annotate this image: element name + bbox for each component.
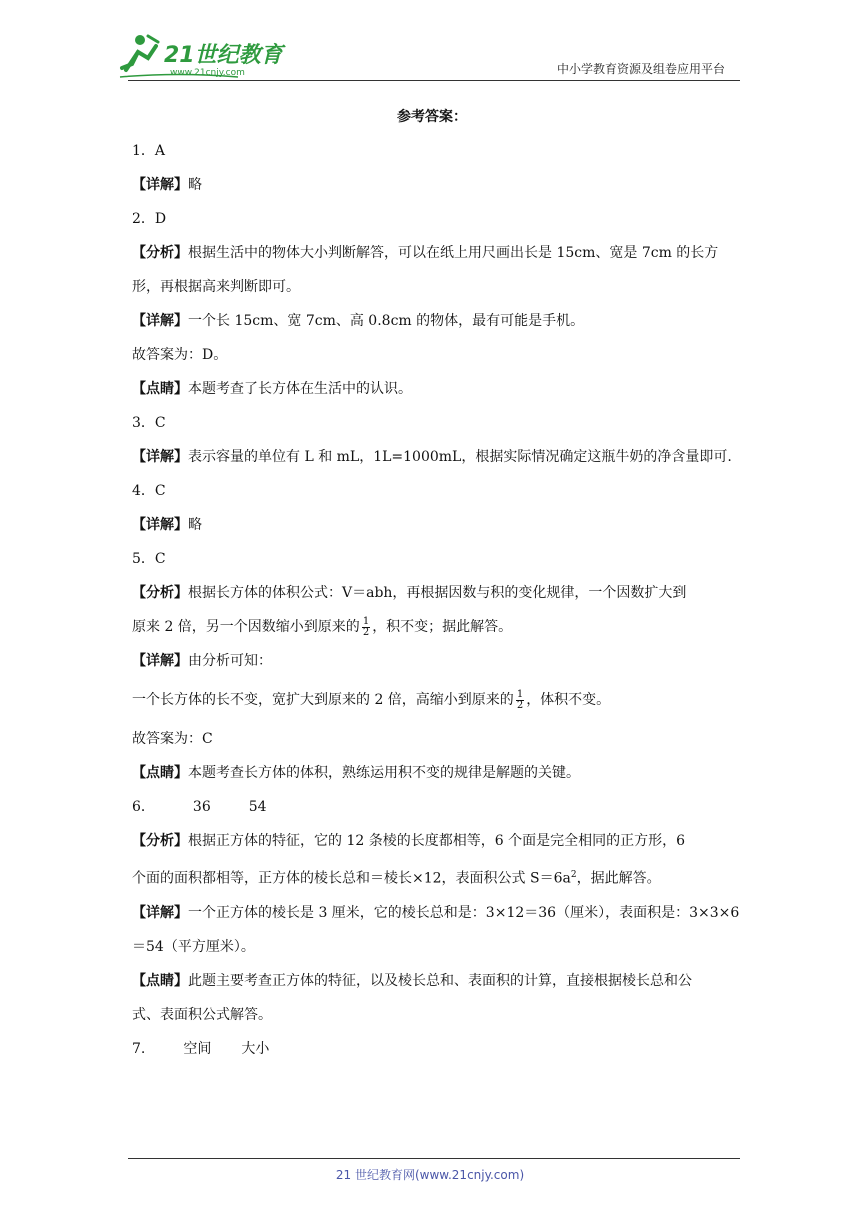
analysis-text: ，据此解答。 [576, 870, 661, 887]
answer-blank: 36 [192, 799, 211, 815]
fraction-numerator: 1 [516, 688, 524, 700]
detail-text: 由分析可知： [188, 653, 272, 669]
comment-6-line2: 式、表面积公式解答。 [132, 1006, 272, 1023]
logo-icon [118, 30, 293, 82]
comment-5 [132, 756, 732, 790]
detail-6-line1 [132, 896, 740, 930]
detail-1 [132, 168, 732, 202]
logo-text: 21世纪教育 [164, 43, 283, 68]
answer-4: 4．C [132, 483, 166, 499]
analysis-text: 根据生活中的物体大小判断解答，可以在纸上用尺画出长是 15cm、宽是 7cm 的长方形，再根据高来判断即可。 [132, 245, 719, 295]
answer-blank: 54 [248, 799, 267, 815]
answer-number: 6． [132, 799, 155, 815]
detail-text: 表示容量的单位有 L 和 mL，1L=1000mL，根据实际情况确定这瓶牛奶的净含量即可. [188, 449, 732, 465]
fraction-half [516, 690, 524, 711]
answer-blank: 空间 [183, 1040, 212, 1057]
header-divider [128, 80, 740, 81]
comment-text: 本题考查了长方体在生活中的认识。 [188, 381, 412, 397]
comment-tag: 【点睛】 [132, 972, 188, 989]
analysis-2 [132, 236, 732, 304]
analysis-6-line1 [132, 824, 732, 858]
comment-tag: 【点睛】 [132, 381, 188, 397]
fraction-half [362, 617, 370, 638]
detail-2 [132, 304, 732, 338]
answer-1: 1．A [132, 143, 166, 159]
detail-tag: 【详解】 [132, 653, 188, 669]
fraction-denominator: 2 [362, 626, 370, 638]
page-footer: 21 世纪教育网(www.21cnjy.com) [335, 1168, 525, 1182]
exponent: 2 [570, 870, 577, 880]
analysis-5-line2 [132, 610, 732, 644]
detail-tag: 【详解】 [132, 449, 188, 465]
logo-url: www.21cnjy.com [170, 68, 245, 78]
detail-text: 一个正方体的棱长是 3 厘米，它的棱长总和是：3×12＝36（厘米），表面积是：3×3×6 [188, 904, 740, 921]
answer-2: 2．D [132, 211, 167, 227]
detail-4 [132, 508, 732, 542]
answer-5: 5．C [132, 551, 166, 567]
analysis-text: ，积不变；据此解答。 [372, 619, 513, 635]
detail-5 [132, 644, 732, 678]
analysis-text: 根据正方体的特征，它的 12 条棱的长度都相等，6 个面是完全相同的正方形，6 [188, 833, 685, 849]
detail-6-line2: ＝54（平方厘米）。 [132, 938, 255, 955]
analysis-text: 原来 2 倍，另一个因数缩小到原来的 [132, 619, 360, 635]
answer-content [132, 100, 740, 1066]
comment-6-line1 [132, 964, 732, 998]
comment-2 [132, 372, 732, 406]
comment-tag: 【点睛】 [132, 765, 188, 781]
fraction-numerator: 1 [362, 615, 370, 627]
analysis-text: 根据长方体的体积公式：V＝abh，再根据因数与积的变化规律，一个因数扩大到 [188, 585, 687, 601]
conclusion-2: 故答案为：D。 [132, 347, 228, 363]
comment-text: 此题主要考查正方体的特征，以及棱长总和、表面积的计算，直接根据棱长总和公 [188, 972, 692, 989]
detail-tag: 【详解】 [132, 177, 188, 193]
analysis-6-line2 [132, 858, 732, 896]
detail-3 [132, 440, 732, 474]
analysis-text: 个面的面积都相等，正方体的棱长总和＝棱长×12，表面积公式 S＝6a [132, 870, 571, 887]
detail-tag: 【详解】 [132, 313, 188, 329]
analysis-5-line1 [132, 576, 732, 610]
detail-tag: 【详解】 [132, 517, 188, 533]
analysis-tag: 【分析】 [132, 833, 188, 849]
page-title: 参考答案： [397, 109, 467, 125]
answer-3: 3．C [132, 415, 166, 431]
detail-text: 一个长 15cm、宽 7cm、高 0.8cm 的物体，最有可能是手机。 [188, 313, 585, 329]
detail-text: ，体积不变。 [526, 692, 611, 708]
conclusion-5: 故答案为：C [132, 731, 213, 747]
answer-number: 7. [132, 1040, 146, 1057]
footer-divider [128, 1158, 740, 1159]
detail-text: 略 [188, 517, 202, 533]
answer-blank: 大小 [241, 1040, 270, 1057]
fraction-denominator: 2 [516, 699, 524, 711]
header-platform-text: 中小学教育资源及组卷应用平台 [556, 62, 725, 76]
detail-tag: 【详解】 [132, 904, 188, 921]
detail-5-line2 [132, 678, 732, 722]
answer-6 [132, 790, 732, 824]
detail-text: 略 [188, 177, 202, 193]
page-header [0, 0, 860, 90]
comment-text: 本题考查长方体的体积，熟练运用积不变的规律是解题的关键。 [188, 765, 580, 781]
detail-text: 一个长方体的长不变，宽扩大到原来的 2 倍，高缩小到原来的 [132, 692, 514, 708]
analysis-tag: 【分析】 [132, 245, 188, 261]
analysis-tag: 【分析】 [132, 585, 188, 601]
answer-7 [132, 1032, 732, 1066]
